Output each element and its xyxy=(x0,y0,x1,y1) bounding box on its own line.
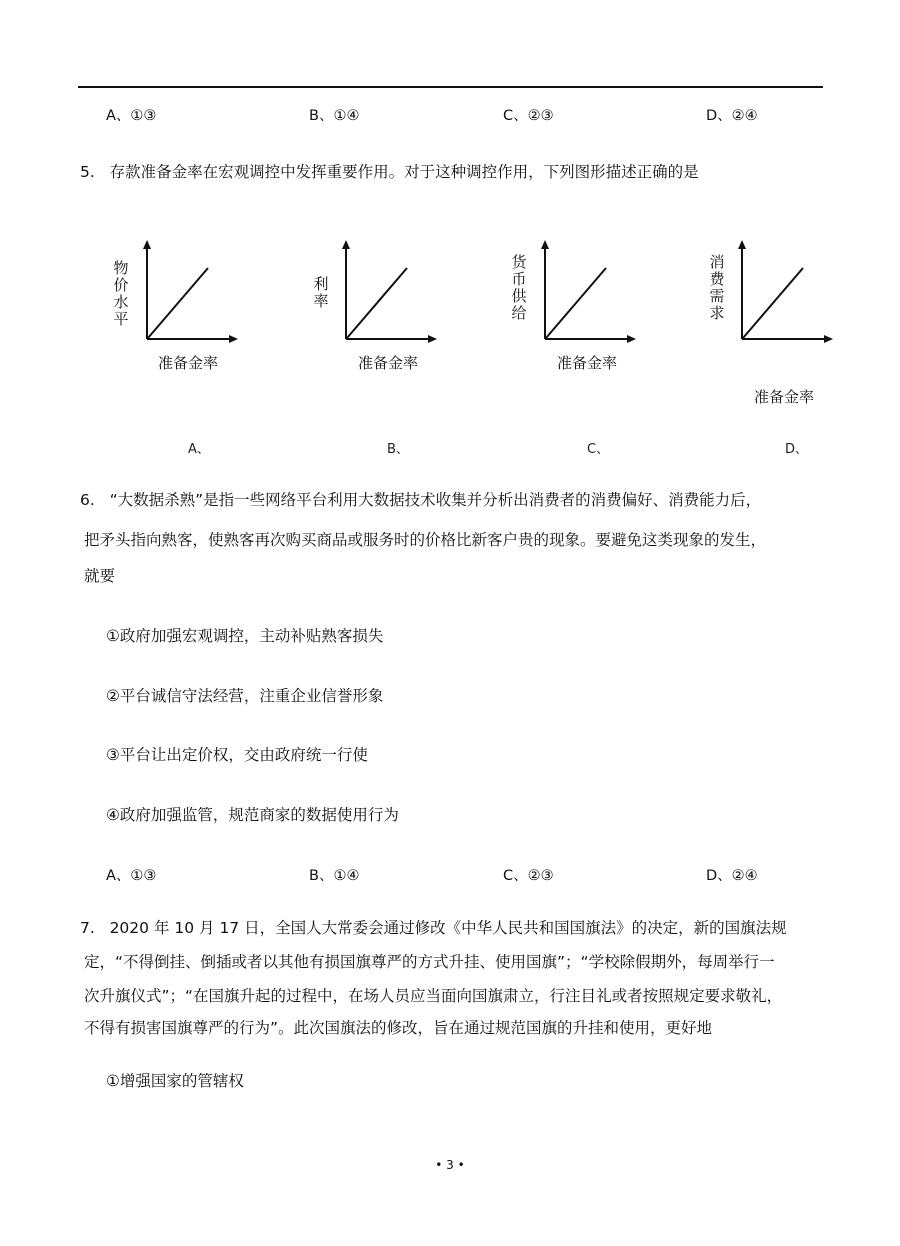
graph-c-option[interactable]: C、 xyxy=(587,442,610,457)
graph-d-option[interactable]: D、 xyxy=(785,442,809,457)
graph-b-plot xyxy=(337,240,437,345)
graph-d-ylabel: 消费需求 xyxy=(709,253,725,322)
q6-option-c[interactable]: C、②③ xyxy=(503,868,554,884)
q6-item-2: ②平台诚信守法经营，注重企业信誉形象 xyxy=(106,687,384,705)
q6-stem-line3: 就要 xyxy=(84,567,116,585)
page-number: • 3 • xyxy=(435,1158,465,1172)
graph-a-plot xyxy=(138,240,238,345)
graph-b-option[interactable]: B、 xyxy=(387,442,409,457)
q6-item-1: ①政府加强宏观调控，主动补贴熟客损失 xyxy=(106,627,384,645)
graph-a-option[interactable]: A、 xyxy=(188,442,210,457)
q4-option-d[interactable]: D、②④ xyxy=(706,108,758,124)
graph-b-line xyxy=(347,268,407,338)
graph-d-plot xyxy=(733,240,833,345)
graph-c-ylabel: 货币供给 xyxy=(511,253,527,322)
q4-option-a[interactable]: A、①③ xyxy=(106,108,157,124)
top-rule xyxy=(78,86,823,88)
q4-option-b[interactable]: B、①④ xyxy=(309,108,360,124)
q6-stem-line1: 6. “大数据杀熟”是指一些网络平台利用大数据技术收集并分析出消费者的消费偏好、消费能力后， xyxy=(80,491,762,509)
graph-b-ylabel: 利率 xyxy=(313,275,329,310)
q7-stem-line2: 定，“不得倒挂、倒插或者以其他有损国旗尊严的方式升挂、使用国旗”；“学校除假期外，每周举行一 xyxy=(84,953,775,971)
graph-a-xlabel: 准备金率 xyxy=(158,354,219,372)
q7-stem-line1: 7. 2020 年 10 月 17 日，全国人大常委会通过修改《中华人民共和国国旗法》的决定，新的国旗法规 xyxy=(80,919,787,937)
graph-c-line xyxy=(546,268,606,338)
q6-item-4: ④政府加强监管，规范商家的数据使用行为 xyxy=(106,806,399,824)
q4-option-c[interactable]: C、②③ xyxy=(503,108,554,124)
graph-a-ylabel: 物价水平 xyxy=(113,259,129,328)
graph-d-xlabel: 准备金率 xyxy=(754,388,815,406)
q7-item-1: ①增强国家的管辖权 xyxy=(106,1072,244,1090)
graph-c-xlabel: 准备金率 xyxy=(557,354,618,372)
q6-option-a[interactable]: A、①③ xyxy=(106,868,157,884)
graph-b-xlabel: 准备金率 xyxy=(358,354,419,372)
q6-stem-line2: 把矛头指向熟客，使熟客再次购买商品或服务时的价格比新客户贵的现象。要避免这类现象的发生， xyxy=(84,531,767,549)
graph-d-line xyxy=(743,268,803,338)
graph-c-plot xyxy=(536,240,636,345)
q5-stem: 5. 存款准备金率在宏观调控中发挥重要作用。对于这种调控作用，下列图形描述正确的是 xyxy=(80,163,699,181)
q6-option-b[interactable]: B、①④ xyxy=(309,868,360,884)
q6-item-3: ③平台让出定价权，交由政府统一行使 xyxy=(106,746,368,764)
q7-stem-line4: 不得有损害国旗尊严的行为”。此次国旗法的修改，旨在通过规范国旗的升挂和使用，更好地 xyxy=(84,1019,713,1037)
q6-option-d[interactable]: D、②④ xyxy=(706,868,758,884)
graph-a-line xyxy=(148,268,208,338)
q7-stem-line3: 次升旗仪式”；“在国旗升起的过程中，在场人员应当面向国旗肃立，行注目礼或者按照规定要求敬礼， xyxy=(84,987,783,1005)
